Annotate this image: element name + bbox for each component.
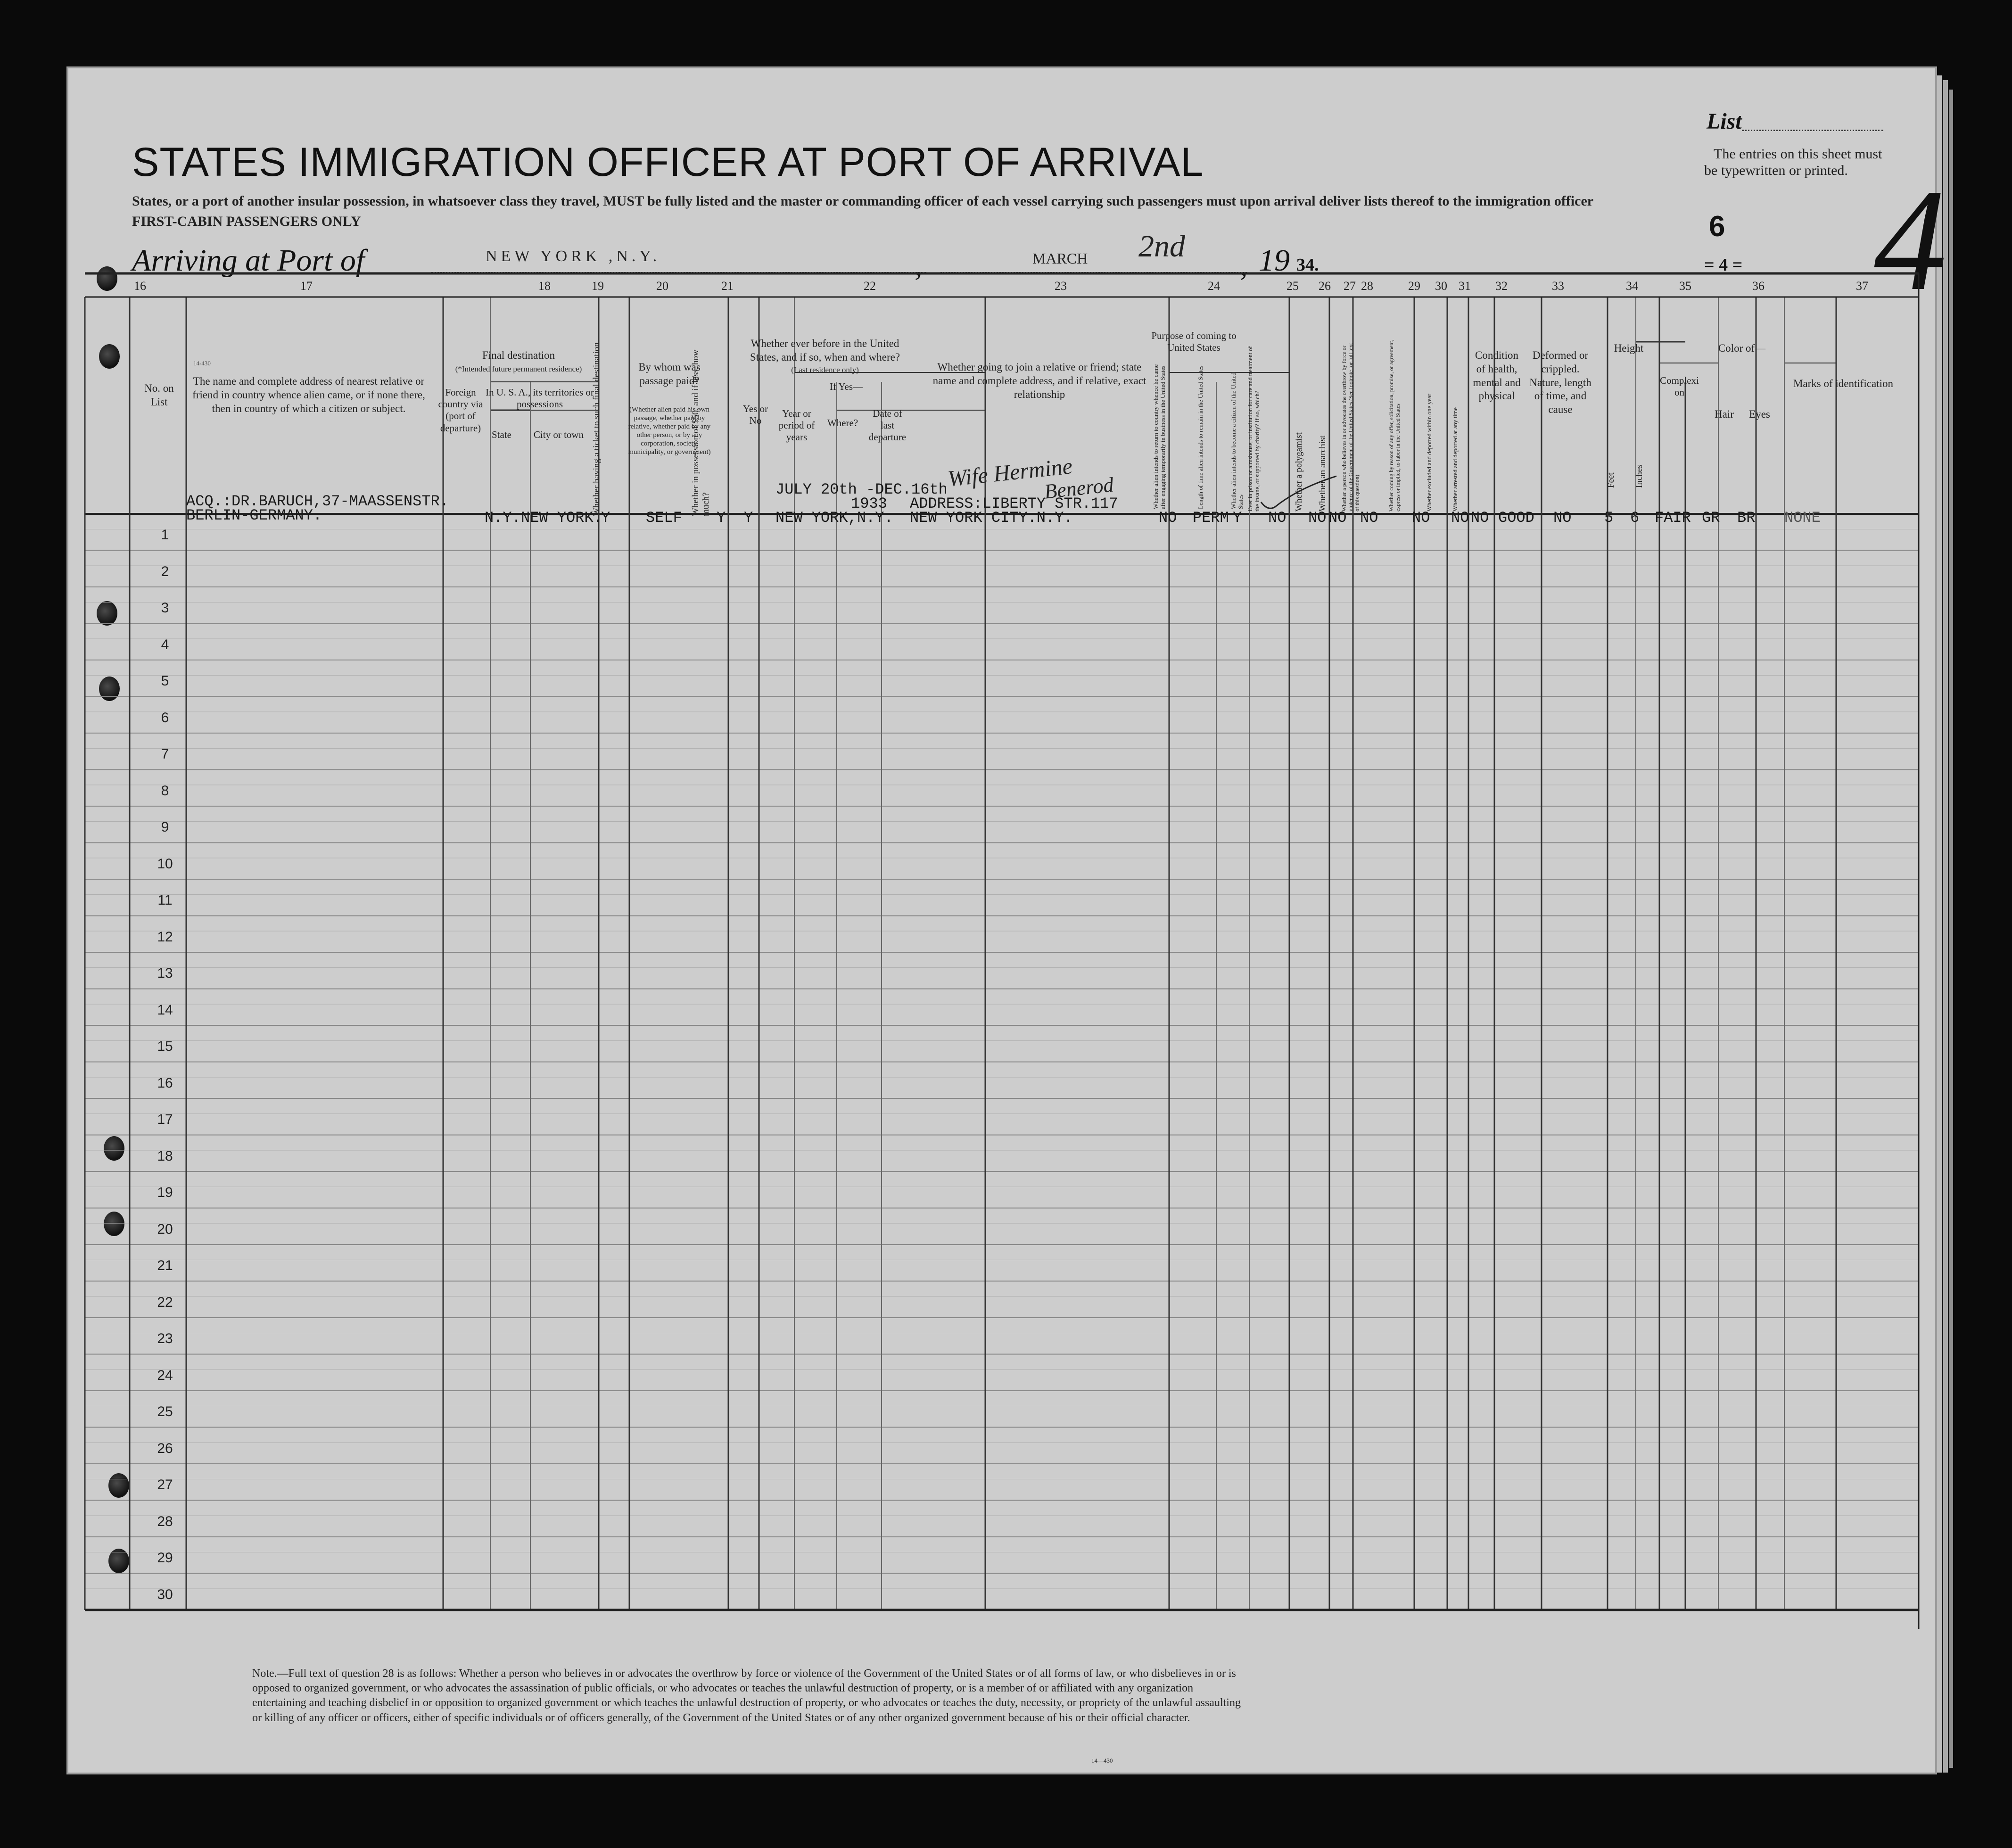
arrival-month: MARCH (1032, 250, 1088, 267)
entry-eyes: BR (1737, 509, 1756, 527)
header-foreign-country: Foreign country via (port of departure) (438, 387, 483, 434)
header-complexion: Complexion (1660, 375, 1699, 398)
entry-before-in-us: Y (744, 509, 753, 527)
footnote: Note.—Full text of question 28 is as follows: Whether a person who believes in or advocates the overthrow by force or violence of the Government of the United States or of all forms of law, or who disbelieves in or is opposed to organized government, or who advocates the assassination of public officials, or who advocates or teaches the unlawful destruction of property, or is a member of or affiliated with any organization entertaining and teaching disbelief in or opposition to organized government or which teaches the unlawful destruction of property, or who advocates or teaches the duty, necessity, or propriety of the unlawful assaulting or killing of any officer or officers, either of specific individuals or of officers generally, of the Government of the United States or of any other organized government because of his or their official character. (252, 1667, 1241, 1724)
entry-deformed: NO (1553, 509, 1572, 527)
column-number: 20 (656, 279, 668, 293)
row-number: 10 (157, 856, 173, 872)
row-number: 15 (157, 1039, 173, 1054)
header-feet: Feet (1606, 472, 1616, 488)
row-number: 17 (157, 1112, 173, 1127)
arrival-day: 2nd (1138, 229, 1185, 264)
arrival-port-value: NEW YORK ,N.Y. (486, 248, 661, 265)
column-number: 22 (864, 279, 876, 293)
row-number: 13 (157, 965, 173, 981)
entry-health: GOOD (1498, 509, 1534, 527)
entry-joining-line2: NEW YORK CITY.N.Y. (910, 509, 1073, 527)
row-number: 26 (157, 1440, 173, 1456)
arrival-year-prefix: 19 (1259, 243, 1290, 278)
header-if-yes: If Yes— (829, 381, 863, 392)
header-purpose: Purpose of coming to United States (1151, 330, 1237, 354)
header-health: Condition of health, mental and physical (1473, 349, 1521, 402)
passenger-class-label: FIRST-CABIN PASSENGERS ONLY (132, 214, 361, 229)
header-prison: Ever in prison or almshouse, or institution for care and treatment of the insane, or supported by charity? If so, which? (1246, 346, 1261, 512)
header-ever-before-note: (Last residence only) (791, 365, 859, 374)
header-eyes: Eyes (1749, 408, 1770, 420)
row-number: 9 (161, 819, 169, 835)
row-number: 1 (161, 527, 169, 543)
column-number: 30 (1435, 279, 1447, 293)
row-number: 5 (161, 673, 169, 689)
header-color: Color of— (1718, 342, 1766, 354)
column-number: 31 (1459, 279, 1471, 293)
column-number: 29 (1408, 279, 1420, 293)
entry-relative-line2: BERLIN-GERMANY. (186, 507, 322, 524)
entry-polygamist: NO (1308, 509, 1327, 527)
row-number: 24 (157, 1367, 173, 1383)
header-anarchist: Whether an anarchist (1318, 435, 1328, 512)
instruction-line-2: be typewritten or printed. (1704, 163, 1848, 178)
entry-excluded: NO (1451, 509, 1469, 527)
header-final-destination-note: (*Intended future permanent residence) (455, 364, 582, 373)
header-city: City or town (533, 429, 584, 440)
entry-fifty-dollars: Y (717, 509, 726, 527)
entry-hair: GR (1702, 509, 1720, 527)
row-number: 20 (157, 1221, 173, 1237)
row-number: 3 (161, 600, 169, 616)
entry-period: JULY 20th -DEC.16th (775, 481, 948, 498)
entry-joining-handwritten-surname: Benerod (1043, 473, 1115, 503)
entry-length-of-stay: PERM (1193, 509, 1229, 527)
entry-labor-offer: NO (1412, 509, 1430, 527)
list-label: List (1707, 109, 1742, 134)
row-number: 28 (157, 1513, 173, 1529)
row-number: 18 (157, 1148, 173, 1164)
header-yes-no: Yes or No (742, 403, 768, 427)
header-nearest-relative: The name and complete address of nearest relative or friend in country whence alien came, or if none there, then in country of which a citizen or subject. (192, 375, 425, 414)
paper-edge (1949, 90, 1953, 1768)
row-number: 6 (161, 710, 169, 726)
row-number: 11 (157, 892, 173, 908)
row-number: 8 (161, 783, 169, 799)
row-number: 23 (157, 1331, 173, 1346)
column-number: 27 (1344, 279, 1356, 293)
column-number: 24 (1208, 279, 1220, 293)
separator: , (915, 248, 923, 282)
entry-height-feet: 5 (1604, 509, 1614, 527)
instruction-line-1: The entries on this sheet must (1714, 146, 1882, 162)
column-number: 21 (721, 279, 734, 293)
header-polygamist: Whether a polygamist (1294, 432, 1304, 512)
column-number: 34 (1626, 279, 1638, 293)
manifest-page (68, 68, 1947, 1773)
row-number: 30 (157, 1586, 173, 1602)
header-height: Height (1614, 342, 1644, 354)
entry-where: NEW YORK,N.Y. (775, 509, 893, 527)
column-number: 26 (1319, 279, 1331, 293)
header-purpose-length: Length of time alien intends to remain in the United States (1197, 365, 1204, 509)
list-number-line (1742, 130, 1883, 131)
column-number: 28 (1361, 279, 1373, 293)
paper-edge (1943, 80, 1948, 1773)
entry-city: NEW YORK. (521, 509, 602, 527)
header-year: Year or period of years (778, 408, 815, 443)
header-final-destination: Final destination (482, 349, 555, 361)
header-date-departure: Date of last departure (868, 408, 907, 443)
column-number: 18 (538, 279, 551, 293)
row-number: 2 (161, 563, 169, 579)
header-ever-before: Whether ever before in the United States, and if so, when and where? (750, 338, 900, 363)
entry-purpose-return: NO (1159, 509, 1177, 527)
entry-passage-paid: SELF (646, 509, 682, 527)
row-number: 12 (157, 929, 173, 945)
column-number: 17 (300, 279, 313, 293)
arrival-port-label: Arriving at Port of (132, 243, 365, 278)
header-labor-offer: Whether coming by reason of any offer, solicitation, promise, or agreement, express or implied, to labor in the United States (1388, 339, 1401, 512)
entry-prison: NO (1268, 509, 1286, 527)
form-title: STATES IMMIGRATION OFFICER AT PORT OF ARRIVAL (132, 140, 1204, 185)
header-joining: Whether going to join a relative or friend; state name and complete address, and if relative, exact relationship (932, 361, 1146, 400)
column-number: 25 (1286, 279, 1299, 293)
header-hair: Hair (1715, 408, 1734, 420)
entry-marks: NONE (1784, 509, 1821, 527)
row-number: 16 (157, 1075, 173, 1091)
row-number: 19 (157, 1185, 173, 1200)
entry-state: N.Y. (485, 509, 521, 527)
column-number: 35 (1679, 279, 1691, 293)
header-deformed: Deformed or crippled. Nature, length of time, and cause (1529, 349, 1591, 415)
column-number: 23 (1055, 279, 1067, 293)
list-number: = 4 = (1704, 255, 1743, 275)
entry-anarchist: NO (1328, 509, 1347, 527)
header-in-usa: In U. S. A., its territories or possessions (486, 387, 594, 410)
header-no-on-list: No. on List (144, 382, 174, 408)
sheet-number: 6 (1709, 210, 1725, 243)
row-number: 25 (157, 1404, 173, 1419)
row-number: 21 (157, 1258, 173, 1273)
header-ticket: Whether having a ticket to such final destination (592, 342, 602, 516)
entry-period-year: 1933 (851, 495, 887, 512)
header-overthrow: Whether a person who believes in or advocates the overthrow by force or violence of the Government of the United States (See footnote for full text of this question) (1341, 343, 1361, 512)
row-number: 7 (161, 746, 169, 762)
entry-height-inches: 6 (1630, 509, 1640, 527)
row-number: 14 (157, 1002, 173, 1018)
entry-relative-line1: ACQ.:DR.BARUCH,37-MAASSENSTR. (186, 493, 449, 510)
row-number: 29 (157, 1550, 173, 1566)
entry-ticket: Y (601, 509, 610, 527)
header-purpose-citizen: Whether alien intends to become a citizen of the United States (1230, 372, 1244, 509)
header-inches: Inches (1634, 464, 1644, 488)
entry-joining-handwritten: Wife Hermine (946, 454, 1074, 492)
form-subtitle: States, or a port of another insular possession, in whatsoever class they travel, MUST be fully listed and the master or commanding officer of each vessel carrying such passengers must upon arrival deliver lists thereof to the immigration officer (132, 193, 1594, 209)
header-passage-note: (Whether alien paid his own passage, whether paid by relative, whether paid by any other person, or by any corporation, society, municipality, or government) (628, 406, 711, 456)
column-number: 37 (1856, 279, 1868, 293)
entry-complexion: FAIR (1655, 509, 1691, 527)
column-number: 32 (1495, 279, 1508, 293)
arrival-year: 34. (1296, 255, 1319, 275)
row-number: 27 (157, 1477, 173, 1493)
row-number: 4 (161, 636, 169, 652)
header-arrested: Whether arrested and deported at any time (1451, 407, 1459, 512)
entry-arrested: NO (1471, 509, 1489, 527)
handwritten-number: 4 (1874, 159, 1947, 321)
header-passage-paid: By whom was passage paid? (638, 361, 701, 387)
header-excluded: Whether excluded and deported within one year (1426, 394, 1433, 512)
row-number: 22 (157, 1294, 173, 1310)
manifest-grid (85, 273, 1919, 1711)
column-number: 36 (1752, 279, 1765, 293)
header-marks: Marks of identification (1793, 378, 1894, 389)
entry-joining-line1: ADDRESS:LIBERTY STR.117 (910, 495, 1118, 512)
header-purpose-return: Whether alien intends to return to country whence he came after engaging temporarily in business in the United States (1152, 364, 1166, 509)
column-number: 16 (134, 279, 146, 293)
entry-overthrow: NO (1360, 509, 1378, 527)
form-code: 14-430 (193, 360, 211, 367)
paper-edge (1935, 75, 1942, 1773)
separator: , (1240, 248, 1248, 282)
column-number: 33 (1552, 279, 1564, 293)
header-where: Where? (827, 417, 858, 429)
header-state: State (492, 429, 511, 440)
entry-become-citizen: Y (1233, 509, 1242, 527)
column-number: 19 (592, 279, 604, 293)
header-fifty-dollars: Whether in possession of $50, and if less, how much? (691, 349, 711, 516)
form-code-bottom: 14—430 (1091, 1757, 1113, 1764)
